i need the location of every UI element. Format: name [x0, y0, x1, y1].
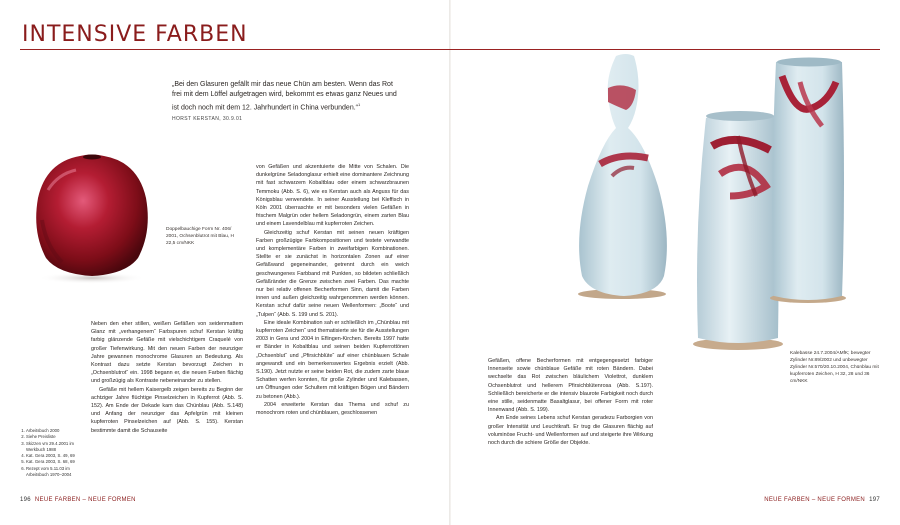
- page-number-right: 197: [869, 497, 880, 503]
- footnote: 3. Skizzen vm 29.4.2001 im Werkbuch 1988: [26, 441, 84, 454]
- group-caption: Kalebasse 24.7.2004/AMfK; bewegter Zylinder Nr.89/2002 und unbewegter Zylinder Nr.570/20.10.2004, Chünblau mit kupferroten Zeichen, H 32, 28 und 36 cm/NKK: [790, 351, 879, 384]
- red-vase-photo: [28, 150, 156, 285]
- section-title-left: NEUE FARBEN – NEUE FORMEN: [34, 497, 136, 503]
- footnote: 5. Kat. Gera 2003, S. 68, 69: [26, 459, 84, 465]
- paragraph: Am Ende seines Lebens schuf Kerstan geradezu Farborgien von großer Intensität und Leuchtkraft. Er trug die Glasuren flächig auf voluminöse Frucht- und Wellenformen auf und steigerte ihre Wirkung noch durch die schiere Größe der Objekte.: [488, 415, 653, 447]
- text-column-b: [256, 163, 409, 483]
- pull-quote: [172, 80, 404, 124]
- footnotes: [20, 428, 84, 478]
- paragraph: 2004 erweiterte Kerstan das Thema und schuf zu monochrom roten und chünblauen, geschlossenen: [256, 401, 409, 417]
- footer-right: [760, 497, 880, 503]
- paragraph: Gefäße mit hellem Kaisergelb zeigen bereits zu Beginn der achtziger Jahre flüchtige Pinselzeichen in Kupferrot (Abb. S. 152). Am Ende der Dekade kam das Chünblau (Abb. S.148) und Anfang der neunziger das Apfelgrün mit kleinen kupferroten Pinselzeichen auf (Abb. S. 155). Kerstan bestimmte damit die Schauseite: [91, 386, 243, 434]
- quote-source: HORST KERSTAN, 30.9.01: [172, 116, 243, 123]
- paragraph: Gefäßen, offene Becherformen mit entgegengesetzt farbiger Innenseite sowie chünblaue Gefäße mit roten Bändern. Dabei wechselte das Rot zwischen bläulichem Violettrot, dunklem Ochsenblutrot und hellerem Pfirsichblütenrosa (Abb. S.197). Schließlich bereicherte er die intensiv blaurote Farbigkeit noch durch eine stille, seidenmatte Basaltglasur, bei offener Form mit roter Innenwand (Abb. S. 199).: [488, 358, 653, 414]
- paragraph: Gleichzeitig schuf Kerstan mit seinen neuen kräftigen Farben großzügige Farbkompositionen und testete verwandte und komplementäre Farben in zweifarbigen Kombinationen. Stellte er sie zunächst in horizontalen Zonen auf einer Gefäßwand gegeneinander, getrennt durch ein weich geschwungenes Farbband mit Punkten, so bildeten schließlich Gefäßränder die Grenze zwischen zwei Farben. Das machte nur bei relativ offenen Becherformen Sinn, damit die Farben innen und außen gleichzeitig wahrgenommen werden können. Kerstan schuf dafür seine neuen Wellenformen: „Boote“ und „Tulpen“ (Abb. S. 199 und S. 201).: [256, 229, 409, 318]
- section-title-right: NEUE FARBEN – NEUE FORMEN: [764, 497, 866, 503]
- footnote: 2. Siehe Preisliste: [26, 434, 84, 440]
- text-column-c: [488, 357, 653, 487]
- celadon-vases-photo: [560, 46, 860, 356]
- text-column-a: [91, 320, 243, 470]
- quote-text: „Bei den Glasuren gefällt mir das neue Chün am besten. Wenn das Rot frei mit dem Löffel aufgetragen wird, bekommt es etwas ganz Neues und ist doch noch mit dem 12. Jahrhundert in China verbunden.“: [172, 81, 397, 112]
- page-number-left: 196: [20, 497, 31, 503]
- paragraph: Eine ideale Kombination sah er schließlich im „Chünblau mit kupferroten Zeichen“ und thematisierte sie für die Ausstellungen 2003 in Gera und 2004 in Eflingen-Kirchen. Bereits 1997 hatte er Bänder in Kobaltblau und seinen beiden Kupferrottönen „Ochsenblut“ und „Pfirsichblüte“ auf einer chünblauen Schale angewandt und ein bemerkenswertes Ergebnis erzielt (Abb. S.190). Jetzt nutzte er seine beiden Rot, die zudem zarte blaue Schatten werfen konnten, für große Zylinder und Kalebassen, um Öffnungen oder Schultern mit kräftigen Bögen und Bändern zu betonen (Abb.).: [256, 319, 409, 400]
- page-heading: INTENSIVE FARBEN: [22, 22, 248, 47]
- book-gutter: [449, 0, 451, 525]
- vase-caption: Doppelbauchige Form Nr. 406/ 2001, Ochsenblutrot mit Blau, H 22,5 cm/NKK: [166, 227, 234, 246]
- paragraph: Neben den eher stillen, weißen Gefäßen von seidenmattem Glanz mit „verhangenem“ Farbspuren schuf Kerstan kräftig farbig glänzende Gefäße mit vielschichtigem Craquelé von großer Tiefenwirkung. Mit den neuen Farben der neunziger Jahre gewannen monochrome Glasuren an Bedeutung. Als Kontrast dazu setzte Kerstan bevorzugt Zeichen in „Ochsenblutrot“ ein. 1998 begann er, die neuen Farben flächig und großzügig als Kontraste nebeneinander zu stellen.: [91, 321, 243, 385]
- footnote: 1. Arbeitsbuch 2000: [26, 428, 84, 434]
- footnote: 6. Rezept vom 5.11.03 im Arbeitsbuch 1970–2004: [26, 466, 84, 479]
- footer-left: [20, 497, 140, 503]
- footnote: 4. Kat. Gera 2003, S. 49, 69: [26, 453, 84, 459]
- paragraph: von Gefäßen und akzentuierte die Mitte von Schalen. Die dunkelgrüne Seladonglasur erhielt eine dominantere Zeichnung mit fast schwarzem Kobaltblau oder einem schwarzbraunen Temmoku (Abb. S. 6), wie es Kerstan auch als Anguss für das Königsblau verwendete. In seiner Ausstellung bei Kleffisch in Köln 2001 überraschte er mit besonders vielen Gefäßen in frischem Malgrün oder hellem Seladongrün, einem zarten Blau und einem Lavendelblau mit kupferroten Zeichen.: [256, 164, 409, 228]
- quote-ref: 1: [358, 102, 361, 107]
